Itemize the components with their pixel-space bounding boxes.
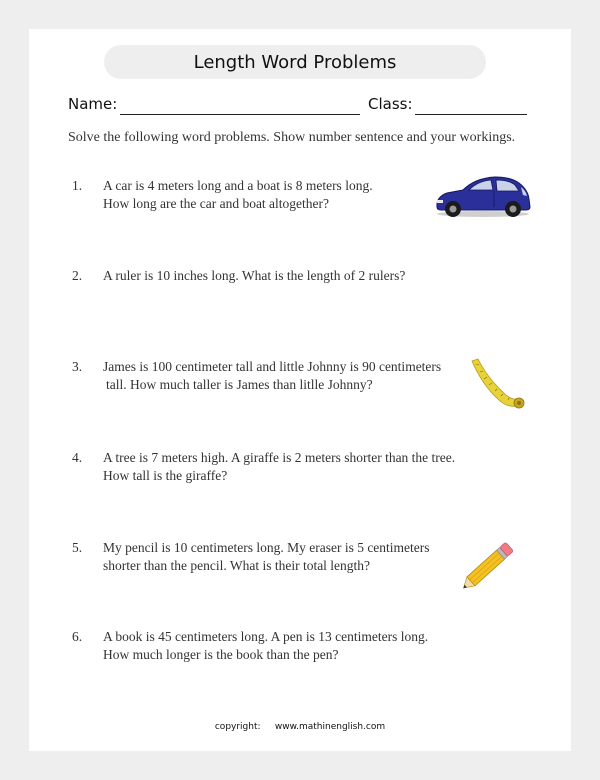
problem-number: 4. bbox=[72, 450, 83, 465]
problem-number: 2. bbox=[72, 268, 83, 283]
problem-text-line: My pencil is 10 centimeters long. My eraser is 5 centimeters bbox=[103, 540, 430, 555]
instructions-text: Solve the following word problems. Show number sentence and your workings. bbox=[68, 130, 516, 145]
problem-text-line: How tall is the giraffe? bbox=[103, 468, 228, 483]
problem-text-line: A tree is 7 meters high. A giraffe is 2 meters shorter than the tree. bbox=[103, 450, 456, 465]
problem-text-line: tall. How much taller is James than litlle Johnny? bbox=[106, 377, 373, 392]
name-field-line bbox=[120, 114, 360, 115]
problem-text-line: A ruler is 10 inches long. What is the length of 2 rulers? bbox=[103, 268, 406, 283]
pencil-icon bbox=[453, 535, 523, 597]
tape-measure-icon bbox=[466, 357, 526, 413]
class-label: Class: bbox=[368, 95, 413, 113]
problem-text-line: James is 100 centimeter tall and little Johnny is 90 centimeters bbox=[103, 359, 442, 374]
problem-text-line: A book is 45 centimeters long. A pen is 13 centimeters long. bbox=[103, 629, 429, 644]
problem-number: 5. bbox=[72, 540, 83, 555]
class-field-line bbox=[415, 114, 527, 115]
name-label: Name: bbox=[68, 95, 118, 113]
name-class-row bbox=[68, 95, 538, 117]
copyright-label: copyright: bbox=[214, 722, 261, 732]
problem-number: 3. bbox=[72, 359, 83, 374]
car-icon bbox=[433, 173, 533, 219]
problem-number: 6. bbox=[72, 629, 83, 644]
problem-text-line: shorter than the pencil. What is their total length? bbox=[103, 558, 371, 573]
problem-text-line: How long are the car and boat altogether? bbox=[103, 196, 330, 211]
page-title bbox=[104, 45, 486, 79]
worksheet-page bbox=[29, 29, 571, 751]
copyright-link[interactable]: www.mathinenglish.com bbox=[274, 722, 386, 732]
problem-text-line: How much longer is the book than the pen? bbox=[103, 647, 339, 662]
page-title-text: Length Word Problems bbox=[193, 51, 397, 73]
problem-number: 1. bbox=[72, 178, 83, 193]
copyright-footer bbox=[29, 722, 571, 732]
problem-text-line: A car is 4 meters long and a boat is 8 meters long. bbox=[103, 178, 373, 193]
